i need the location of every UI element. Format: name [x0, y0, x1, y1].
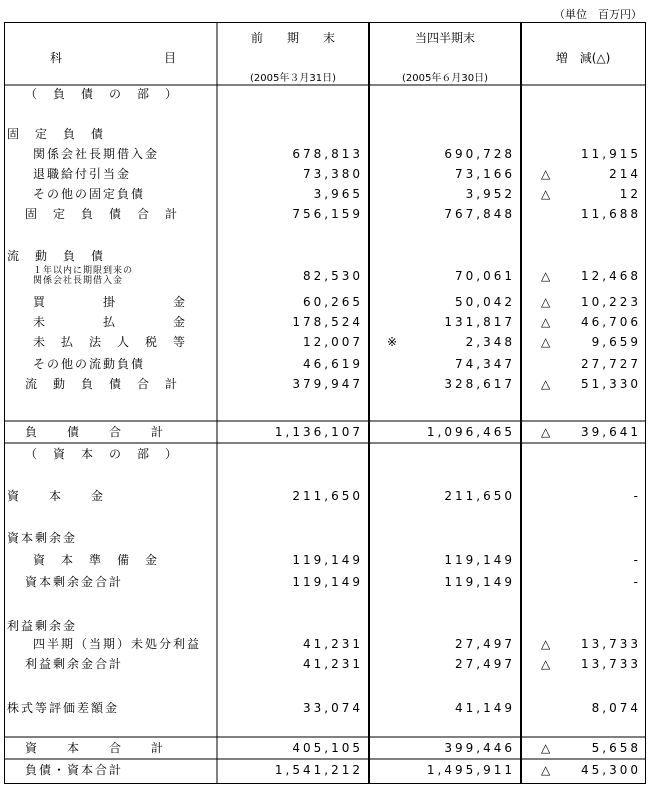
current-value: 3,952: [465, 187, 515, 201]
row-label: 株式等評価差額金: [7, 701, 120, 715]
prev-value: 119,149: [292, 575, 363, 589]
change-value: -: [633, 575, 641, 589]
header-prev-period: 前 期 末: [250, 31, 335, 45]
decrease-triangle: △: [541, 657, 551, 671]
prev-value: 3,965: [313, 187, 363, 201]
change-value: 10,223: [581, 295, 641, 309]
prev-value: 1,136,107: [274, 425, 363, 439]
row-label: 退職給付引当金: [33, 167, 132, 181]
decrease-triangle: △: [541, 425, 551, 439]
change-value: 51,330: [581, 377, 641, 391]
change-value: 13,733: [581, 657, 641, 671]
unit-label: （単位 百万円）: [554, 8, 642, 21]
prev-value: 1,541,212: [274, 763, 363, 777]
prev-value: 33,074: [303, 701, 363, 715]
prev-value: 82,530: [303, 269, 363, 283]
decrease-triangle: △: [541, 187, 551, 201]
current-value: 119,149: [444, 553, 515, 567]
decrease-triangle: △: [541, 269, 551, 283]
current-value: 50,042: [455, 295, 515, 309]
row-label: その他の流動負債: [33, 357, 146, 371]
row-label: 資 本 合 計: [25, 741, 166, 755]
balance-sheet-table: [4, 22, 646, 784]
change-value: -: [633, 489, 641, 503]
current-value: 1,096,465: [426, 425, 515, 439]
change-value: 8,074: [591, 701, 641, 715]
change-value: 27,727: [581, 357, 641, 371]
row-label: 未 払 金: [33, 315, 188, 329]
current-value: 690,728: [444, 147, 515, 161]
decrease-triangle: △: [541, 315, 551, 329]
change-value: 5,658: [591, 741, 641, 755]
header-current-date: (2005年６月30日): [402, 73, 488, 84]
change-value: 12: [619, 187, 641, 201]
current-value: 27,497: [455, 657, 515, 671]
current-value: 1,495,911: [426, 763, 515, 777]
prev-value: 41,231: [303, 657, 363, 671]
header-prev-date: (2005年３月31日): [250, 73, 336, 84]
change-value: 13,733: [581, 637, 641, 651]
row-label: 資本剰余金合計: [25, 575, 124, 589]
decrease-triangle: △: [541, 741, 551, 755]
current-value: 328,617: [444, 377, 515, 391]
row-label: 資本剰余金: [7, 531, 78, 545]
row-label: 利益剰余金合計: [25, 657, 124, 671]
row-label: 流 動 負 債: [7, 249, 106, 263]
row-label: 固 定 負 債: [7, 127, 106, 141]
row-label: 関係会社長期借入金: [33, 147, 160, 161]
prev-value: 211,650: [292, 489, 363, 503]
change-value: 9,659: [591, 335, 641, 349]
current-value: 27,497: [455, 637, 515, 651]
decrease-triangle: △: [541, 637, 551, 651]
change-value: 11,688: [581, 207, 641, 221]
row-label: 利益剰余金: [7, 619, 78, 633]
header-change: 増 減(△): [555, 51, 611, 65]
current-value: 767,848: [444, 207, 515, 221]
prev-value: 12,007: [303, 335, 363, 349]
row-label: その他の固定負債: [33, 187, 146, 201]
decrease-triangle: △: [541, 763, 551, 777]
row-label: 流 動 負 債 合 計: [25, 377, 180, 391]
change-value: 39,641: [581, 425, 641, 439]
note-mark: ※: [387, 335, 398, 349]
decrease-triangle: △: [541, 335, 551, 349]
prev-value: 678,813: [292, 147, 363, 161]
prev-value: 73,380: [303, 167, 363, 181]
change-value: 45,300: [581, 763, 641, 777]
current-value: 70,061: [455, 269, 515, 283]
prev-value: 119,149: [292, 553, 363, 567]
current-value: 74,347: [455, 357, 515, 371]
current-value: 41,149: [455, 701, 515, 715]
row-label-line: 関係会社長期借入金: [33, 276, 124, 286]
row-label: 資 本 金: [7, 489, 106, 503]
current-value: 2,348: [465, 335, 515, 349]
change-value: 12,468: [581, 269, 641, 283]
prev-value: 379,947: [292, 377, 363, 391]
row-label: 固 定 負 債 合 計: [25, 207, 180, 221]
current-value: 399,446: [444, 741, 515, 755]
decrease-triangle: △: [541, 377, 551, 391]
prev-value: 405,105: [292, 741, 363, 755]
row-label: 負債・資本合計: [25, 763, 124, 777]
row-label: 未 払 法 人 税 等: [33, 335, 188, 349]
row-label: [33, 266, 133, 286]
change-value: 11,915: [581, 147, 641, 161]
change-value: -: [633, 553, 641, 567]
decrease-triangle: △: [541, 295, 551, 309]
row-label: 買 掛 金: [33, 295, 188, 309]
header-item-right: 目: [163, 51, 176, 65]
prev-value: 178,524: [292, 315, 363, 329]
prev-value: 46,619: [303, 357, 363, 371]
row-label-line: １年以内に期限到来の: [33, 266, 134, 276]
current-value: 119,149: [444, 575, 515, 589]
current-value: 73,166: [455, 167, 515, 181]
row-label: 四半期（当期）未処分利益: [33, 637, 202, 651]
prev-value: 41,231: [303, 637, 363, 651]
row-label: （ 資 本 の 部 ）: [25, 447, 180, 461]
row-label: （ 負 債 の 部 ）: [25, 87, 180, 101]
prev-value: 756,159: [292, 207, 363, 221]
row-label: 資 本 準 備 金: [33, 553, 160, 567]
header-current-quarter: 当四半期末: [414, 31, 475, 45]
current-value: 131,817: [444, 315, 515, 329]
header-item-left: 科: [49, 51, 62, 65]
prev-value: 60,265: [303, 295, 363, 309]
current-value: 211,650: [444, 489, 515, 503]
decrease-triangle: △: [541, 167, 551, 181]
row-label: 負 債 合 計: [25, 425, 166, 439]
change-value: 46,706: [581, 315, 641, 329]
change-value: 214: [609, 167, 641, 181]
